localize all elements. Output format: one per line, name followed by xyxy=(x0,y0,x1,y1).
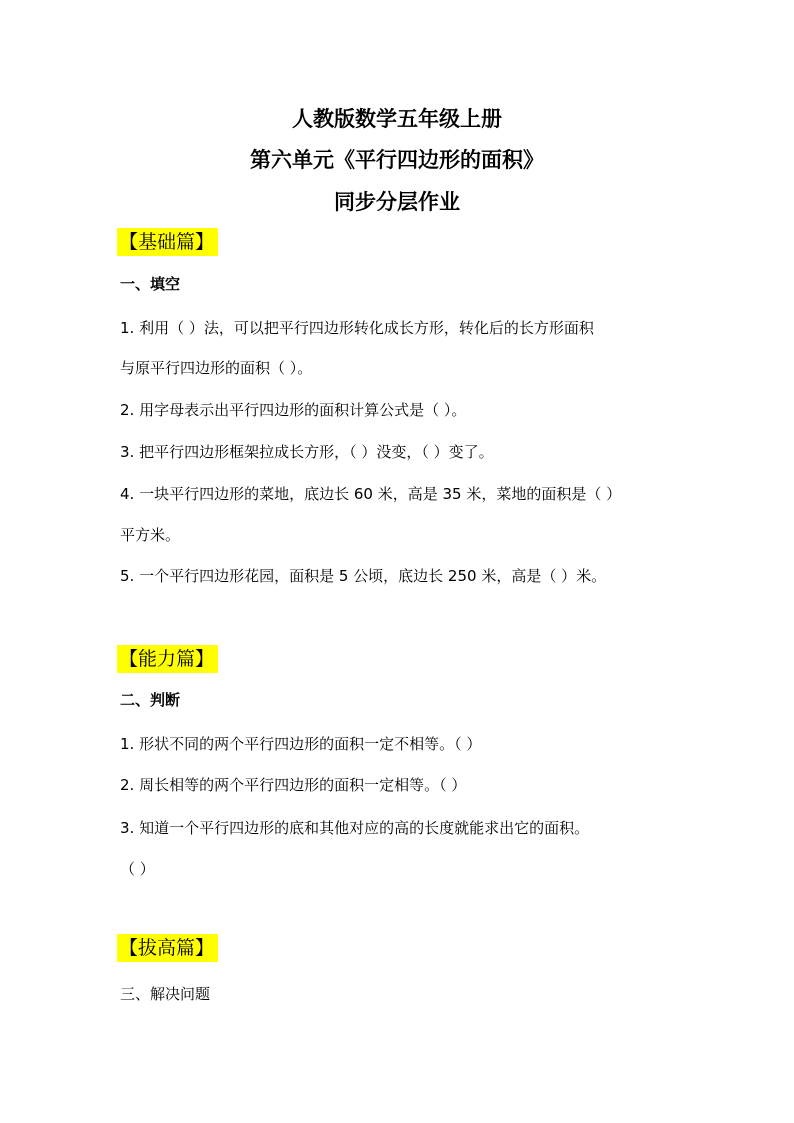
ability-q3-line1: 3. 知道一个平行四边形的底和其他对应的高的长度就能求出它的面积。 xyxy=(120,819,590,837)
fill-blank-heading: 一、填空 xyxy=(120,275,181,293)
basic-q4-line2: 平方米。 xyxy=(120,526,181,544)
advanced-section-tag: 【拔高篇】 xyxy=(117,934,218,962)
solve-problems-heading: 三、解决问题 xyxy=(120,985,211,1003)
judge-heading: 二、判断 xyxy=(120,691,181,709)
basic-q5: 5. 一个平行四边形花园，面积是 5 公顷，底边长 250 米，高是（ ）米。 xyxy=(120,567,607,585)
basic-section-tag: 【基础篇】 xyxy=(117,228,218,256)
title-homework: 同步分层作业 xyxy=(334,190,460,214)
ability-q3-line2: （ ） xyxy=(120,860,155,878)
basic-q1-line2: 与原平行四边形的面积（ ）。 xyxy=(120,359,313,377)
basic-q4-line1: 4. 一块平行四边形的菜地，底边长 60 米，高是 35 米，菜地的面积是（ ） xyxy=(120,485,622,503)
ability-q2: 2. 周长相等的两个平行四边形的面积一定相等。（ ） xyxy=(120,776,467,794)
basic-q3: 3. 把平行四边形框架拉成长方形，（ ）没变，（ ）变了。 xyxy=(120,443,494,461)
ability-q1: 1. 形状不同的两个平行四边形的面积一定不相等。（ ） xyxy=(120,735,482,753)
basic-q1-line1: 1. 利用（ ）法，可以把平行四边形转化成长方形，转化后的长方形面积 xyxy=(120,319,594,337)
basic-q2: 2. 用字母表示出平行四边形的面积计算公式是（ ）。 xyxy=(120,401,467,419)
title-grade: 人教版数学五年级上册 xyxy=(292,107,502,131)
title-unit: 第六单元《平行四边形的面积》 xyxy=(250,148,544,172)
ability-section-tag: 【能力篇】 xyxy=(117,645,218,673)
